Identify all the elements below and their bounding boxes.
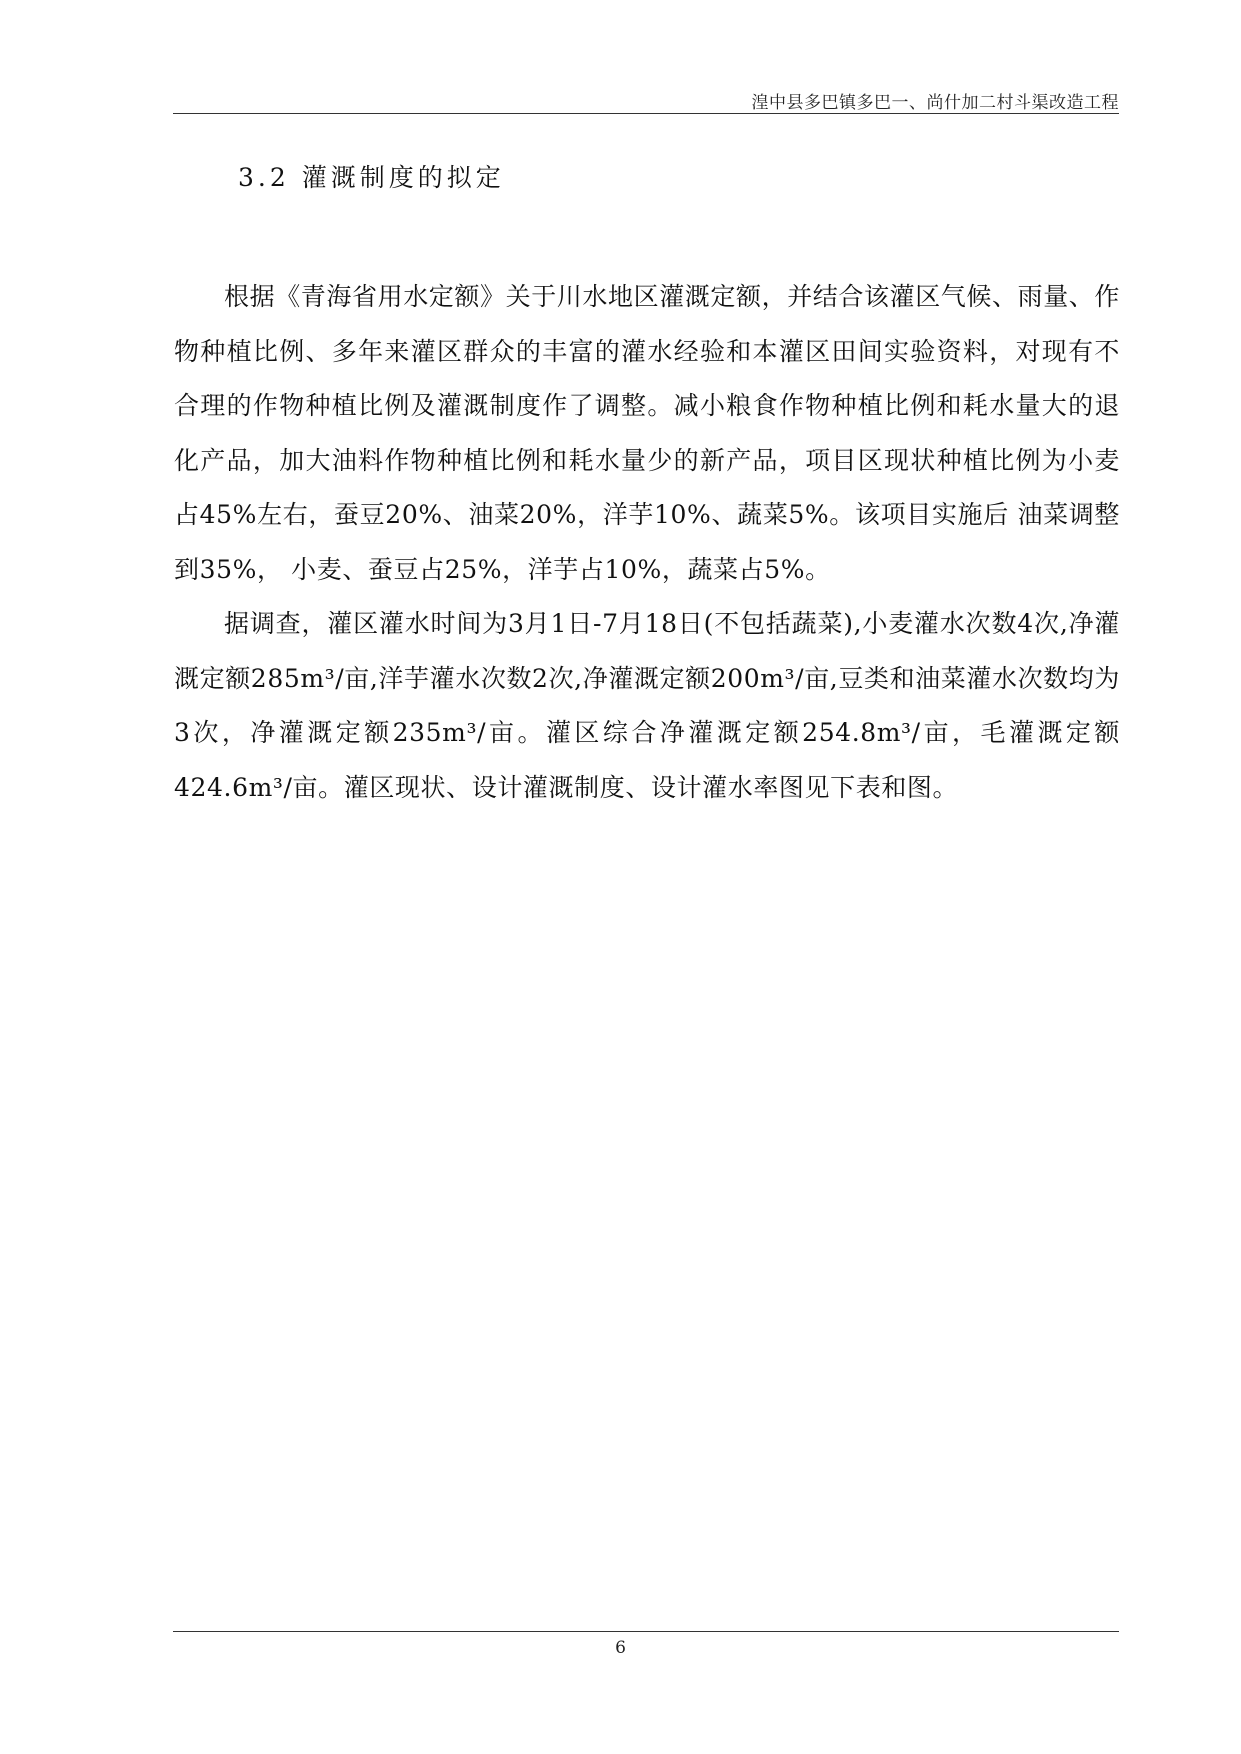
document-header-title: 湟中县多巴镇多巴一、尚什加二村斗渠改造工程	[751, 93, 1119, 113]
section-heading: 3.2 灌溉制度的拟定	[238, 163, 505, 192]
page-number: 6	[615, 1638, 626, 1658]
paragraph-irrigation-quota: 据调查，灌区灌水时间为3月1日-7月18日(不包括蔬菜),小麦灌水次数4次,净灌溉定额285m³/亩,洋芋灌水次数2次,净灌溉定额200m³/亩,豆类和油菜灌水次数均为3次，净灌溉定额235m³/亩。灌区综合净灌溉定额254.8m³/亩，毛灌溉定额424.6m³/亩。灌区现状、设计灌溉制度、设计灌水率图见下表和图。	[174, 609, 1120, 802]
header-divider	[173, 113, 1119, 114]
paragraph-crop-ratio: 根据《青海省用水定额》关于川水地区灌溉定额，并结合该灌区气候、雨量、作物种植比例、多年来灌区群众的丰富的灌水经验和本灌区田间实验资料，对现有不合理的作物种植比例及灌溉制度作了调整。减小粮食作物种植比例和耗水量大的退化产品，加大油料作物种植比例和耗水量少的新产品，项目区现状种植比例为小麦占45%左右，蚕豆20%、油菜20%，洋芋10%、蔬菜5%。该项目实施后 油菜调整到35%， 小麦、蚕豆占25%，洋芋占10%，蔬菜占5%。	[174, 282, 1121, 584]
body-text	[174, 270, 1120, 815]
footer-divider	[173, 1631, 1119, 1632]
